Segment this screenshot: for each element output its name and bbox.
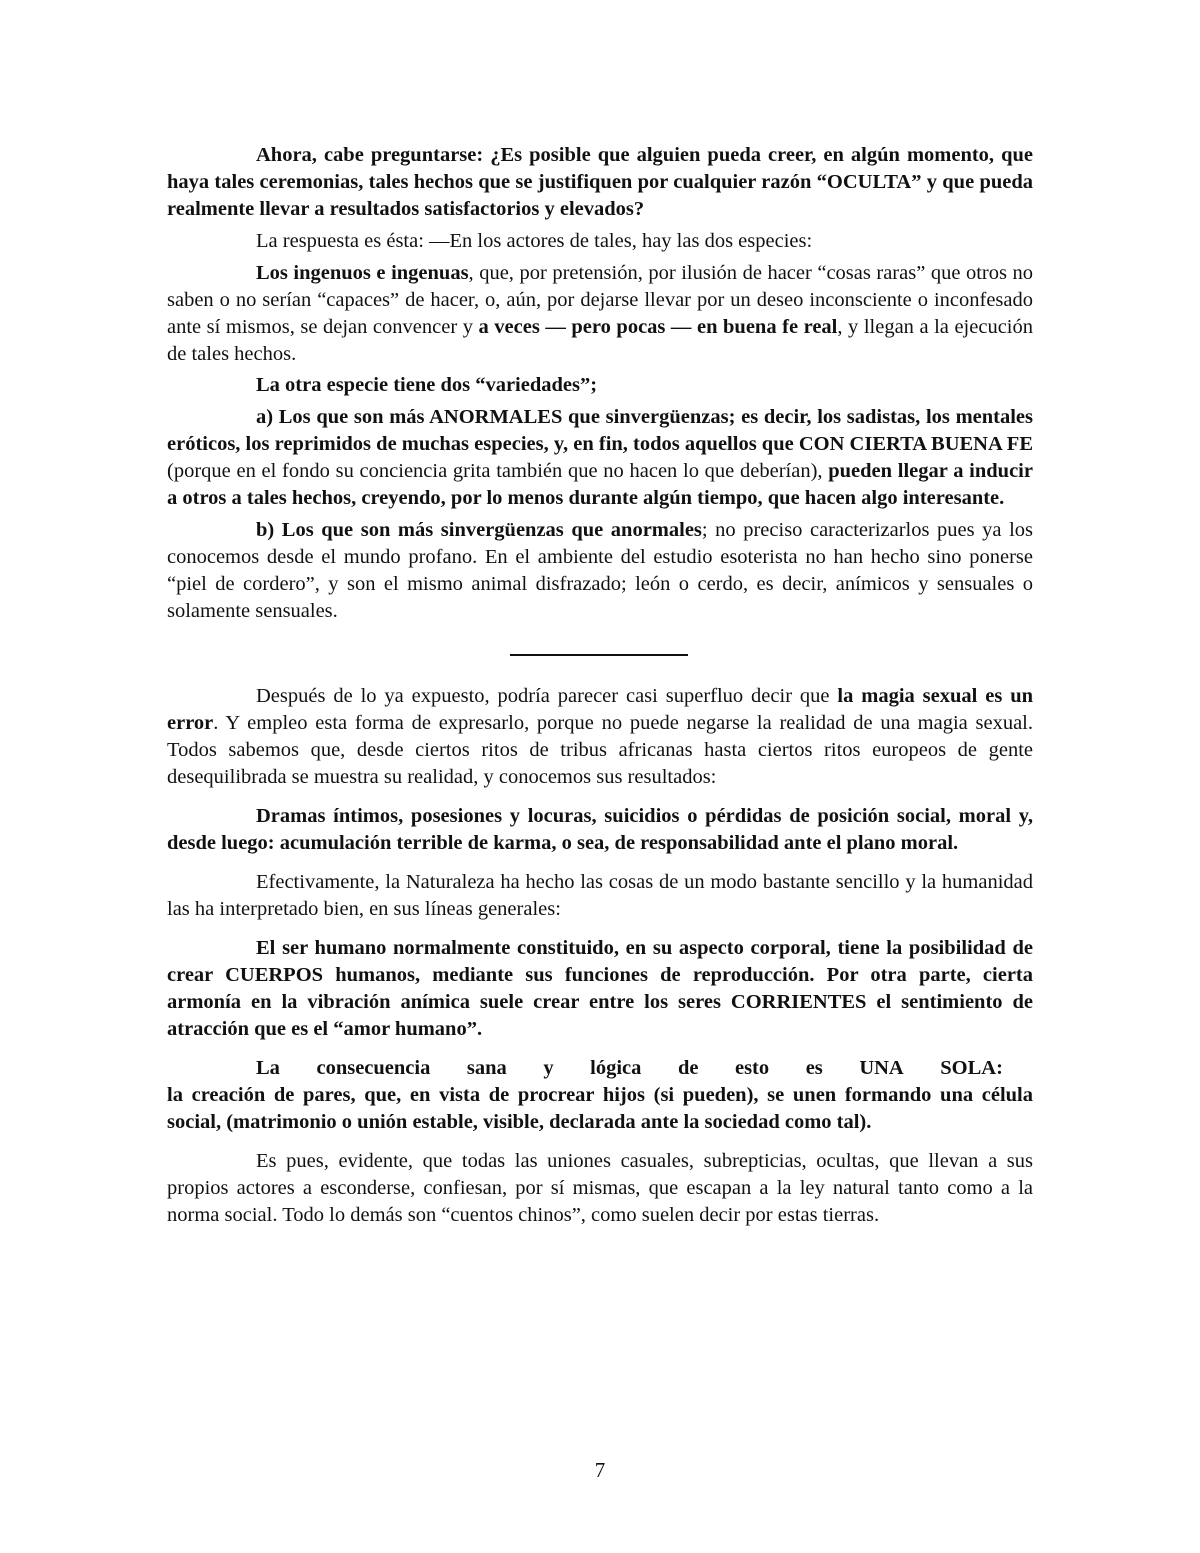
heading-word: sana [466, 1057, 507, 1079]
bold-text-run: la creación de pares, que, en vista de procrear hijos (si pueden), se unen formando una célula social, (matrimonio o unión estable, visible, declarada ante la sociedad como tal). [167, 1084, 1033, 1133]
text-run: Efectivamente, la Naturaleza ha hecho las cosas de un modo bastante sencillo y la humanidad las ha interpretado bien, en sus líneas generales: [167, 871, 1033, 920]
heading-word: UNA [859, 1057, 904, 1079]
bold-text-run: Ahora, cabe preguntarse: ¿Es posible que alguien pueda creer, en algún momento, que haya tales ceremonias, tales hechos que se justifiquen por cualquier razón “OCULTA” y que pueda realmente llevar a resultados satisfactorios y elevados? [167, 144, 1033, 220]
bold-text-run: la magia sexual es un error [167, 685, 1033, 734]
consequence-heading-line [167, 1055, 1033, 1082]
bold-text-run: a) Los que son más ANORMALES que sinvergüenzas; es decir, los sadistas, los mentales eróticos, los reprimidos de muchas especies, y, en fin, todos aquellos que CON CIERTA BUENA FE [167, 406, 1033, 455]
heading-word: SOLA: [940, 1057, 1003, 1079]
consequence-body [167, 1082, 1033, 1136]
page-number: 7 [594, 1458, 606, 1482]
bold-text-run: Los ingenuos e ingenuas [256, 262, 469, 284]
paragraph-dramas [167, 803, 1033, 857]
heading-word: La [256, 1057, 280, 1079]
heading-word: de [677, 1057, 699, 1079]
bold-text-run: a veces — pero pocas — en buena fe real [478, 316, 838, 338]
page-body [167, 142, 1033, 1229]
text-run: ; no preciso caracterizarlos pues ya los conocemos desde el mundo profano. En el ambiente del estudio esoterista no han hecho sino ponerse “piel de cordero”, y son el mismo animal disfrazado; león o cerdo, es decir, anímicos y sensuales o solamente sensuales. [167, 519, 1034, 622]
heading-word: consecuencia [316, 1057, 431, 1079]
bold-text-run: El ser humano normalmente constituido, en su aspecto corporal, tiene la posibilidad de crear CUERPOS humanos, mediante sus funciones de reproducción. Por otra parte, cierta armonía en la vibración anímica suele crear entre los seres CORRIENTES el sentimiento de atracción que es el “amor humano”. [167, 937, 1033, 1040]
text-run: , que, por pretensión, por ilusión de hacer “cosas raras” que otros no saben o no serían “capaces” de hacer, o, aún, por dejarse llevar por un deseo inconsciente o inconfesado ante sí mismos, se dejan convencer y [167, 262, 1033, 338]
text-run: (porque en el fondo su conciencia grita también que no hacen lo que deberían), [167, 460, 829, 482]
paragraph-conclusion [167, 1148, 1033, 1229]
paragraph-nature [167, 869, 1033, 923]
heading-word: esto [734, 1057, 770, 1079]
text-run: Después de lo ya expuesto, podría parecer casi superfluo decir que [256, 685, 838, 707]
paragraph-ingenuous [167, 260, 1033, 368]
paragraph-answer [167, 228, 1033, 255]
paragraph-sexual-magic [167, 683, 1033, 791]
paragraph-other-species [167, 372, 1033, 399]
text-run: , y llegan a la ejecución de tales hechos. [167, 316, 1033, 365]
horizontal-rule [510, 654, 688, 656]
bold-text-run: Dramas íntimos, posesiones y locuras, suicidios o pérdidas de posición social, moral y, desde luego: acumulación terrible de karma, o sea, de responsabilidad ante el plano moral. [167, 805, 1033, 854]
text-run: La respuesta es ésta: —En los actores de tales, hay las dos especies: [256, 230, 813, 252]
paragraph-question [167, 142, 1033, 223]
bold-text-run: La otra especie tiene dos “variedades”; [256, 374, 598, 396]
paragraph-variety-a [167, 404, 1033, 512]
text-run: . Y empleo esta forma de expresarlo, porque no puede negarse la realidad de una magia sexual. Todos sabemos que, desde ciertos ritos de tribus africanas hasta ciertos ritos europeos de gente desequilibrada se muestra su realidad, y conocemos sus resultados: [167, 712, 1033, 788]
bold-text-run: pueden llegar a inducir a otros a tales hechos, creyendo, por lo menos durante algún tiempo, que hacen algo interesante. [167, 460, 1033, 509]
paragraph-variety-b [167, 517, 1033, 625]
text-run: Es pues, evidente, que todas las uniones casuales, subrepticias, ocultas, que llevan a sus propios actores a esconderse, confiesan, por sí mismas, que escapan a la ley natural tanto como a la norma social. Todo lo demás son “cuentos chinos”, como suelen decir por estas tierras. [167, 1150, 1033, 1226]
heading-word: y [543, 1057, 554, 1079]
heading-word: es [805, 1057, 823, 1079]
paragraph-consequence [167, 1055, 1033, 1136]
paragraph-human-being [167, 935, 1033, 1043]
section-divider [167, 625, 1033, 683]
heading-word: lógica [590, 1057, 642, 1079]
bold-text-run: b) Los que son más sinvergüenzas que anormales [256, 519, 702, 541]
